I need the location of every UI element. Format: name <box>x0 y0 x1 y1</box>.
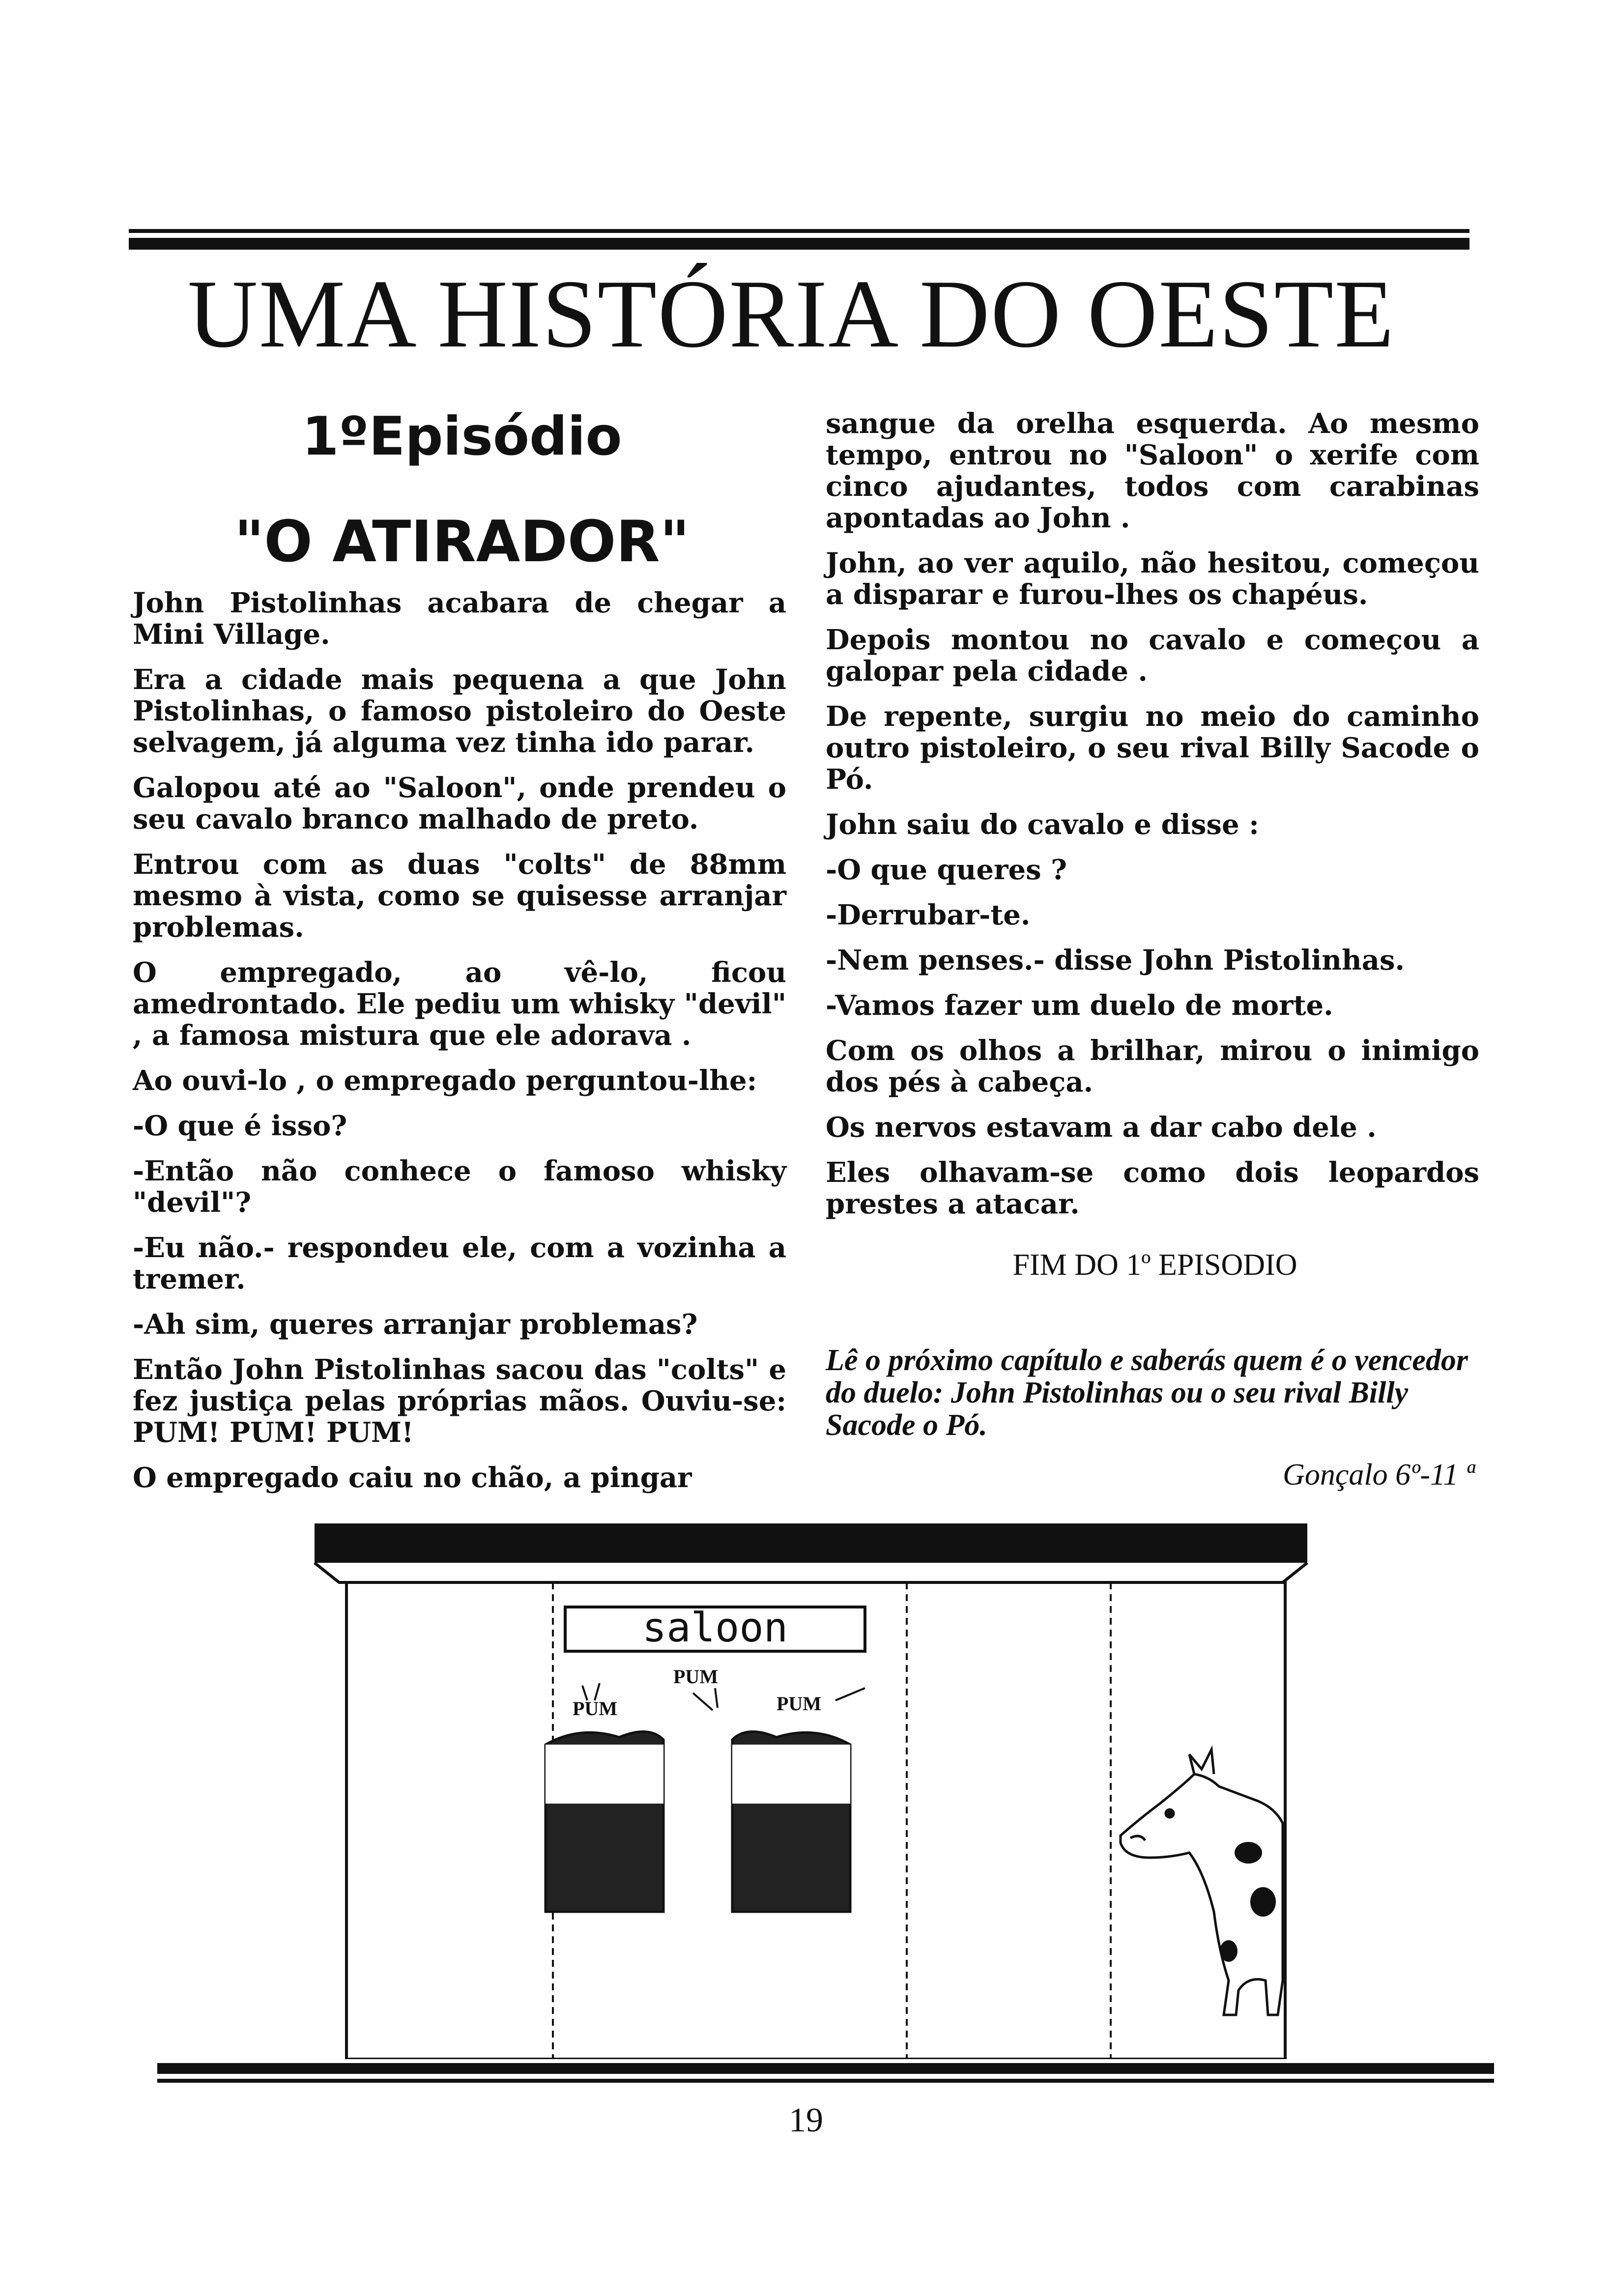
paragraph: -Nem penses.- disse John Pistolinhas. <box>826 944 1405 976</box>
paragraph: -Eu não.- respondeu ele, com a vozinha a tremer. <box>133 1232 786 1295</box>
horse-spot <box>1250 1887 1276 1917</box>
saloon-sign-text: saloon <box>642 1605 788 1651</box>
saloon-roof <box>315 1523 1307 1563</box>
paragraph: Depois montou no cavalo e começou a galopar pela cidade . <box>826 624 1479 688</box>
horse-spot <box>1220 1940 1238 1962</box>
top-rule-thin <box>129 229 1469 233</box>
paragraph: -Então não conhece o famoso whisky "devil"? <box>133 1155 786 1219</box>
pum-sound: PUM <box>777 1693 822 1715</box>
author-signature: Gonçalo 6º-11 ª <box>1283 1458 1474 1492</box>
paragraph: Galopou até ao "Saloon", onde prendeu o seu cavalo branco malhado de preto. <box>133 772 786 835</box>
episode-end-marker: FIM DO 1º EPISODIO <box>1012 1248 1297 1282</box>
top-rule-thick <box>129 238 1469 250</box>
right-column <box>826 408 1479 1234</box>
paragraph: Então John Pistolinhas sacou das "colts" e fez justiça pelas próprias mãos. Ouviu-se: PUM! PUM! PUM! <box>133 1353 786 1449</box>
pum-sound: PUM <box>673 1665 719 1688</box>
paragraph: Ao ouvi-lo , o empregado perguntou-lhe: <box>133 1064 757 1097</box>
paragraph: O empregado caiu no chão, a pingar <box>133 1462 692 1494</box>
page-number: 19 <box>789 2101 823 2139</box>
paragraph: Era a cidade mais pequena a que John Pistolinhas, o famoso pistoleiro do Oeste selvagem, já alguma vez tinha ido parar. <box>133 663 786 759</box>
paragraph: -Vamos fazer um duelo de morte. <box>826 989 1333 1022</box>
paragraph: John, ao ver aquilo, não hesitou, começou a disparar e furou-lhes os chapéus. <box>826 547 1479 611</box>
paragraph: De repente, surgiu no meio do caminho outro pistoleiro, o seu rival Billy Sacode o Pó. <box>826 700 1479 796</box>
episode-heading: 1ºEpisódio <box>302 406 622 467</box>
horse-drawing <box>1121 1750 1283 2015</box>
paragraph: Com os olhos a brilhar, mirou o inimigo dos pés à cabeça. <box>826 1034 1479 1098</box>
horse-spot <box>1235 1842 1262 1864</box>
paragraph: John saiu do cavalo e disse : <box>826 808 1259 841</box>
paragraph: sangue da orelha esquerda. Ao mesmo tempo, entrou no "Saloon" o xerife com cinco ajudantes, todos com carabinas apontadas ao John . <box>826 407 1479 534</box>
paragraph: -Ah sim, queres arranjar problemas? <box>133 1308 698 1341</box>
pum-sound: PUM <box>573 1697 618 1720</box>
bottom-rule-thin <box>157 2079 1494 2083</box>
next-chapter-teaser: Lê o próximo capítulo e saberás quem é o vencedor do duelo: John Pistolinhas ou o seu rival Billy Sacode o Pó. <box>826 1344 1468 1442</box>
paragraph: -O que é isso? <box>133 1110 347 1142</box>
paragraph: O empregado, ao vê-lo, ficou amedrontado. Ele pediu um whisky "devil" , a famosa mistura que ele adorava . <box>133 956 786 1052</box>
saloon-illustration <box>305 1519 1317 2059</box>
paragraph: Entrou com as duas "colts" de 88mm mesmo à vista, como se quisesse arranjar problemas. <box>133 848 786 944</box>
paragraph: -Derrubar-te. <box>826 899 1031 931</box>
left-column <box>133 587 786 1507</box>
paragraph: Os nervos estavam a dar cabo dele . <box>826 1111 1377 1144</box>
paragraph: -O que queres ? <box>826 854 1067 886</box>
paragraph: Eles olhavam-se como dois leopardos prestes a atacar. <box>826 1156 1479 1220</box>
paragraph: John Pistolinhas acabara de chegar a Mini Village. <box>133 587 786 651</box>
page-title: UMA HISTÓRIA DO OESTE <box>187 260 1395 368</box>
episode-subtitle: "O ATIRADOR" <box>234 509 690 575</box>
bottom-rule-thick <box>157 2063 1494 2074</box>
